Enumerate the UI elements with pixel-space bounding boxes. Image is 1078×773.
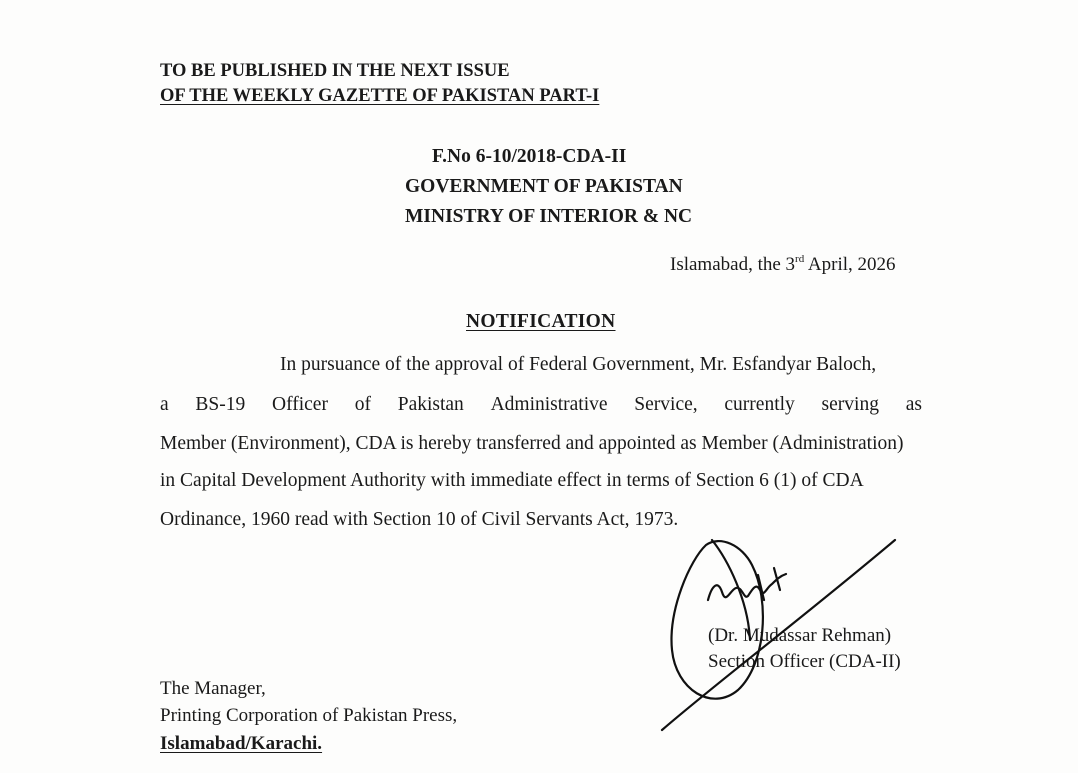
signature-loop — [672, 541, 763, 699]
body-line-2-word: of — [354, 394, 371, 415]
date-prefix: Islamabad, the 3 — [670, 254, 796, 275]
body-line-2-word: as — [905, 394, 922, 415]
body-line-1: In pursuance of the approval of Federal Government, Mr. Esfandyar Baloch, — [280, 354, 877, 375]
date-rest: April, 2026 — [804, 254, 896, 275]
date-ordinal-suffix: rd — [795, 253, 805, 265]
body-line-2-word: a — [160, 394, 169, 415]
signature-cursive — [708, 574, 786, 600]
notification-title: NOTIFICATION — [466, 311, 616, 332]
body-line-2-word: Officer — [272, 394, 328, 415]
addressee-line2: Printing Corporation of Pakistan Press, — [160, 705, 458, 726]
government-heading: GOVERNMENT OF PAKISTAN — [405, 176, 683, 197]
body-line-3: Member (Environment), CDA is hereby transferred and appointed as Member (Administration) — [160, 433, 904, 454]
body-line-2-word: Pakistan — [397, 394, 464, 415]
publish-instruction-line2: OF THE WEEKLY GAZETTE OF PAKISTAN PART-I — [160, 86, 600, 106]
body-line-2-word: Administrative — [490, 394, 608, 415]
body-line-2-word: currently — [724, 394, 795, 415]
publish-instruction-line1: TO BE PUBLISHED IN THE NEXT ISSUE — [160, 61, 510, 81]
signatory-name: (Dr. Mudassar Rehman) — [708, 625, 892, 646]
signatory-designation: Section Officer (CDA-II) — [708, 651, 901, 672]
body-line-4: in Capital Development Authority with immediate effect in terms of Section 6 (1) of CDA — [160, 470, 864, 491]
body-line-5: Ordinance, 1960 read with Section 10 of Civil Servants Act, 1973. — [160, 509, 679, 530]
issue-date — [670, 255, 896, 274]
addressee-line1: The Manager, — [160, 678, 266, 699]
body-line-2-word: BS-19 — [195, 394, 246, 415]
ministry-heading: MINISTRY OF INTERIOR & NC — [405, 206, 693, 227]
body-line-2-word: Service, — [634, 394, 698, 415]
addressee-line3: Islamabad/Karachi. — [160, 733, 323, 754]
body-line-2 — [160, 395, 922, 415]
file-number: F.No 6-10/2018-CDA-II — [432, 146, 627, 167]
body-line-2-word: serving — [821, 394, 879, 415]
